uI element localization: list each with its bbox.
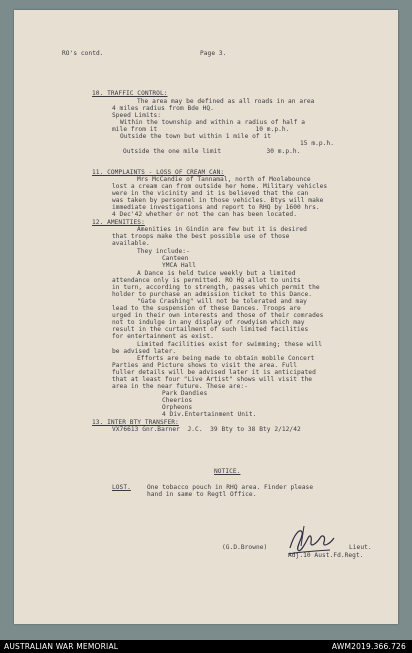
document-line: lost a cream can from outside her home. Military vehicles <box>112 183 328 190</box>
document-line: 4 miles radius from Bde HQ. <box>112 105 214 112</box>
document-line: Cheerios <box>162 397 193 404</box>
document-line: holder to purchase an admission ticket to this Dance. <box>112 291 313 298</box>
document-line: 4 Dec'42 whether or not the can has been located. <box>112 211 297 218</box>
archive-footer <box>0 640 412 653</box>
document-line: The area may be defined as all roads in an area <box>137 98 315 105</box>
document-line: be advised later. <box>112 348 177 355</box>
document-line: LOST. <box>112 484 131 491</box>
document-line: Adj.10 Aust.Fd.Regt. <box>288 552 364 559</box>
document-line: They include:- <box>137 248 190 255</box>
document-line: fuller details will be advised later it is anticipated <box>112 369 316 376</box>
header-left: RO's contd. <box>62 50 104 57</box>
document-line: Park Dandies <box>162 390 208 397</box>
document-line: A Dance is held twice weekly but a limited <box>137 270 296 277</box>
handwritten-signature <box>284 524 336 558</box>
document-line: was taken by personnel in those vehicles. Btys will make <box>112 197 324 204</box>
document-line: (G.D.Browne) <box>222 544 268 551</box>
document-line: were in the vicinity and it is believed that the can <box>112 190 309 197</box>
document-line: Efforts are being made to obtain mobile Concert <box>137 355 315 362</box>
document-line: immediate investigations and report to RHQ by 1600 hrs. <box>112 204 320 211</box>
document-line: Outside the town but within 1 mile of it <box>120 133 272 140</box>
document-line: Orpheons <box>162 404 193 411</box>
footer-accession-number: AWM2019.366.726 <box>331 642 406 651</box>
document-line: 13. INTER BTY TRANSFER: <box>92 419 179 426</box>
document-line: attendance only is permitted. RO HQ allot to units <box>112 277 301 284</box>
document-line: Limited facilities exist for swimming; these will <box>137 341 322 348</box>
document-line: urged in their own interests and those of their comrades <box>112 312 324 319</box>
document-line: Amenities in Gindin are few but it is desired <box>137 226 307 233</box>
document-line: in turn, according to strength, passes which permit the <box>112 284 320 291</box>
document-line: 12. AMENITIES: <box>92 219 145 226</box>
document-line: Parties and Picture shows to visit the area. Full <box>112 362 297 369</box>
document-line: 15 m.p.h. <box>300 140 334 147</box>
document-line: result in the curtailment of such limited facilities <box>112 326 309 333</box>
document-line: YMCA Hall <box>162 262 196 269</box>
document-line: hand in same to Regtl Office. <box>147 491 257 498</box>
document-line: for entertainment as exist. <box>112 333 214 340</box>
document-line: not to indulge in any display of rowdyism which may <box>112 319 305 326</box>
document-line: area in the near future. These are:- <box>112 383 248 390</box>
document-line: Canteen <box>162 255 189 262</box>
document-line: Lieut. <box>349 544 372 551</box>
document-line: NOTICE. <box>214 468 241 475</box>
document-line: that at least four "Live Artist" shows will visit the <box>112 376 313 383</box>
document-line: "Gate Crashing" will not be tolerated and may <box>137 298 307 305</box>
document-line: 4 Div.Entertainment Unit. <box>162 411 257 418</box>
header-page-number: Page 3. <box>200 50 227 57</box>
document-line: 10. TRAFFIC CONTROL: <box>92 90 168 97</box>
document-line: that troops make the best possible use of those <box>112 233 290 240</box>
document-line: Within the township and within a radius of half a <box>120 119 305 126</box>
document-line: 11. COMPLAINTS - LOSS OF CREAM CAN: <box>92 169 225 176</box>
document-line: lead to the suspension of these Dances. Troops are <box>112 305 301 312</box>
document-line: VX76613 Gnr.Barner J.C. 39 Bty to 38 Bty 2/12/42 <box>112 426 301 433</box>
document-line: Outside the one mile limit 30 m.p.h. <box>123 148 301 155</box>
document-line: Mrs McCandie of Tannamal, north of Moolabounce <box>137 176 311 183</box>
document-line: Speed Limits: <box>112 112 162 119</box>
document-line: available. <box>112 240 150 247</box>
footer-institution: AUSTRALIAN WAR MEMORIAL <box>4 642 119 651</box>
document-line: One tobacco pouch in RHQ area. Finder please <box>147 484 314 491</box>
document-line: mile from it 10 m.p.h. <box>112 126 290 133</box>
